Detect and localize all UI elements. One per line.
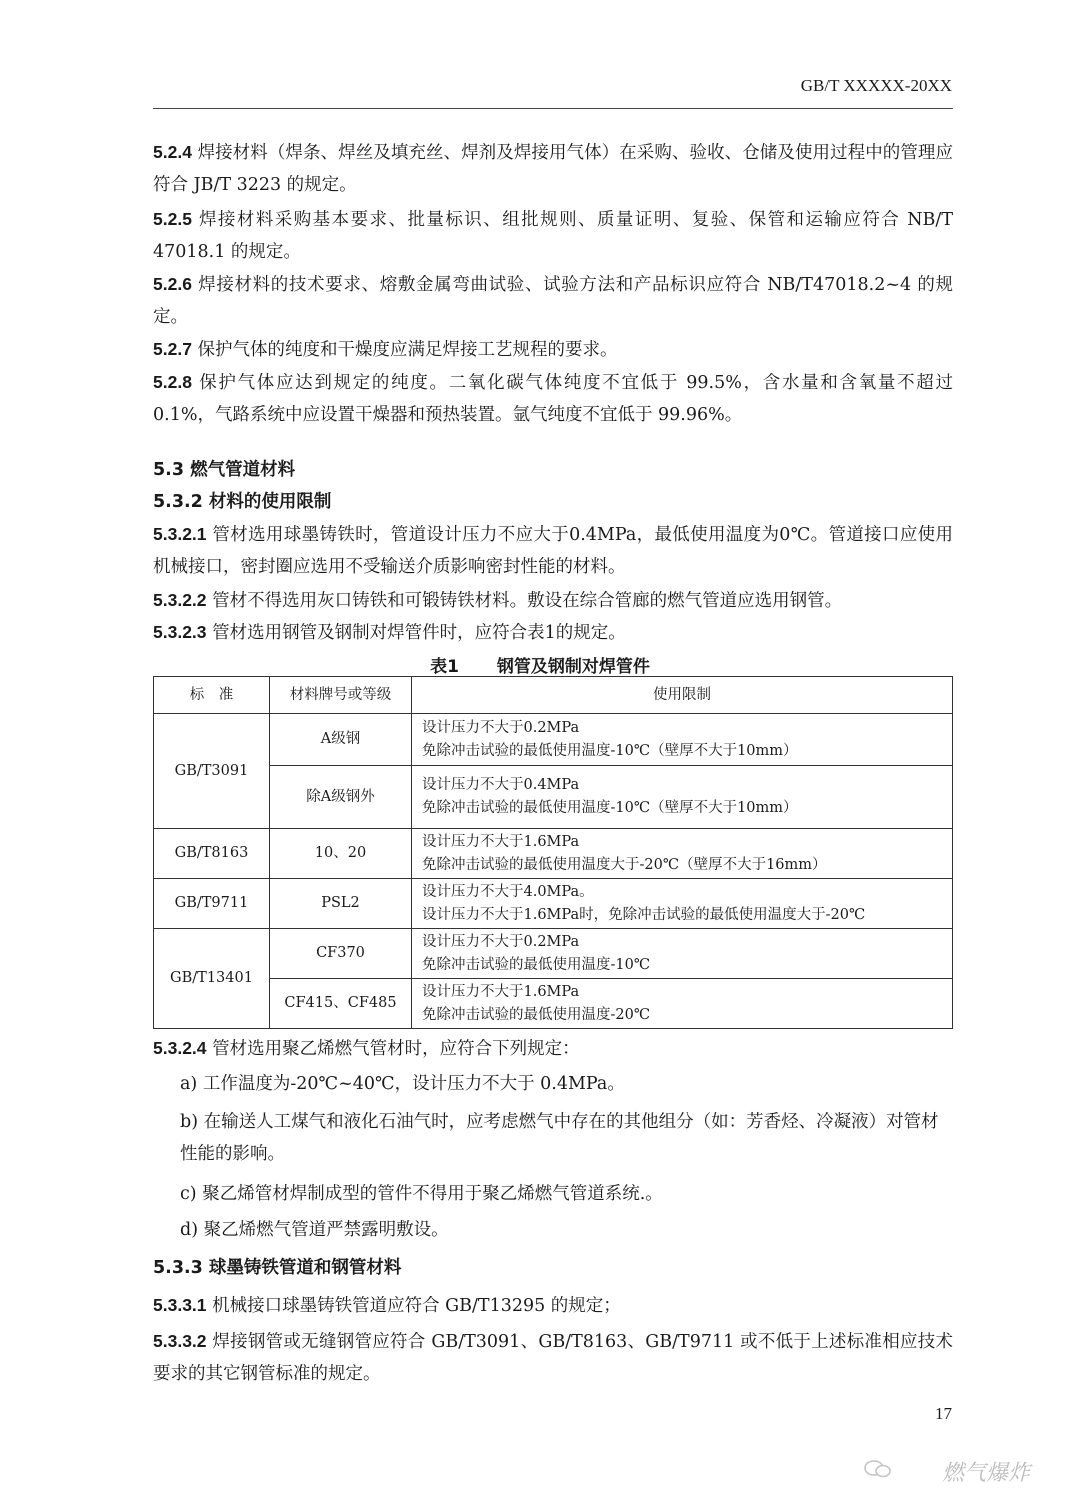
table-row — [154, 714, 953, 766]
limits-cell — [412, 929, 953, 979]
clause-text: 焊接材料采购基本要求、批量标识、组批规则、质量证明、复验、保管和运输应符合 NB/T 47018.1 的规定。 — [153, 210, 953, 262]
wechat-icon — [864, 1460, 892, 1478]
limits-cell — [412, 979, 953, 1029]
grade-cell: 除A级钢外 — [270, 766, 412, 829]
clause-5-2-8 — [153, 366, 953, 431]
limits-cell — [412, 829, 953, 879]
clause-text: 保护气体应达到规定的纯度。二氧化碳气体纯度不宜低于 99.5%，含水量和含氧量不超过 0.1%，气路系统中应设置干燥器和预热装置。氩气纯度不宜低于 99.96%。 — [153, 373, 953, 425]
table-title: 钢管及钢制对焊管件 — [496, 657, 650, 677]
table-caption — [0, 652, 1080, 677]
section-heading-5-3-2: 5.3.2 材料的使用限制 — [153, 492, 332, 512]
clause-number: 5.3.3.2 — [153, 1331, 207, 1351]
grade-cell: CF415、CF485 — [270, 979, 412, 1029]
list-item: d) 聚乙烯燃气管道严禁露明敷设。 — [180, 1220, 449, 1240]
limit-line: 免除冲击试验的最低使用温度-10℃（壁厚不大于10mm） — [422, 742, 798, 759]
clause-number: 5.2.7 — [153, 339, 192, 359]
limit-line: 设计压力不大于0.4MPa — [422, 777, 580, 793]
limit-line: 设计压力不大于1.6MPa时，免除冲击试验的最低使用温度大于-20℃ — [422, 906, 866, 923]
table-row — [154, 979, 953, 1029]
table-row — [154, 879, 953, 929]
table-row — [154, 829, 953, 879]
clause-5-3-2-3 — [153, 616, 953, 649]
limits-cell — [412, 879, 953, 929]
table-header-row — [154, 677, 953, 714]
grade-cell: CF370 — [270, 929, 412, 979]
standard-cell: GB/T9711 — [154, 879, 270, 929]
clause-number: 5.3.2.4 — [153, 1038, 207, 1058]
grade-cell: PSL2 — [270, 879, 412, 929]
list-item: b) 在输送人工煤气和液化石油气时，应考虑燃气中存在的其他组分（如：芳香烃、冷凝液）对管材性能的影响。 — [180, 1112, 939, 1164]
clause-number: 5.2.6 — [153, 274, 192, 294]
clause-5-2-4 — [153, 136, 953, 201]
table-number: 表1 — [430, 657, 459, 677]
limit-line: 设计压力不大于1.6MPa — [422, 983, 580, 1000]
clause-5-2-6 — [153, 268, 953, 333]
header-limits: 使用限制 — [412, 677, 953, 714]
limit-line: 设计压力不大于4.0MPa。 — [422, 883, 594, 900]
table-row — [154, 766, 953, 829]
clause-5-3-2-2 — [153, 584, 953, 617]
clause-5-3-2-1 — [153, 518, 953, 583]
clause-text: 管材选用聚乙烯燃气管材时，应符合下列规定： — [206, 1039, 580, 1059]
limit-line: 免除冲击试验的最低使用温度-10℃（壁厚不大于10mm） — [422, 800, 798, 816]
clause-5-2-7 — [153, 333, 953, 366]
grade-cell: A级钢 — [270, 714, 412, 766]
header-standard: 标 准 — [154, 677, 270, 714]
clause-number: 5.2.8 — [153, 372, 192, 392]
clause-number: 5.3.2.1 — [153, 524, 207, 544]
clause-number: 5.2.4 — [153, 142, 192, 162]
clause-5-3-3-2 — [153, 1325, 953, 1390]
limits-cell — [412, 766, 953, 829]
clause-text: 管材选用球墨铸铁时，管道设计压力不应大于0.4MPa，最低使用温度为0℃。管道接口应使用机械接口，密封圈应选用不受输送介质影响密封性能的材料。 — [153, 525, 953, 577]
clause-5-3-3-1 — [153, 1289, 953, 1322]
clause-text: 管材选用钢管及钢制对焊管件时，应符合表1的规定。 — [206, 623, 626, 643]
grade-cell: 10、20 — [270, 829, 412, 879]
standard-cell: GB/T13401 — [154, 929, 270, 1029]
document-code-header: GB/T XXXXX-20XX — [800, 76, 952, 95]
limit-line: 设计压力不大于1.6MPa — [422, 833, 580, 850]
limit-line: 设计压力不大于0.2MPa — [422, 719, 580, 736]
limit-line: 免除冲击试验的最低使用温度-20℃ — [422, 1006, 651, 1023]
clause-5-2-5 — [153, 203, 953, 268]
table-row — [154, 929, 953, 979]
clause-text: 焊接材料（焊条、焊丝及填充丝、焊剂及焊接用气体）在采购、验收、仓储及使用过程中的管理应符合 JB/T 3223 的规定。 — [153, 143, 953, 195]
clause-text: 管材不得选用灰口铸铁和可锻铸铁材料。敷设在综合管廊的燃气管道应选用钢管。 — [206, 591, 843, 611]
clause-number: 5.3.3.1 — [153, 1295, 207, 1315]
limit-line: 免除冲击试验的最低使用温度大于-20℃（壁厚不大于16mm） — [422, 856, 827, 873]
steel-pipe-table — [153, 676, 953, 1029]
clause-text: 焊接钢管或无缝钢管应符合 GB/T3091、GB/T8163、GB/T9711 或不低于上述标准相应技术要求的其它钢管标准的规定。 — [153, 1332, 953, 1384]
clause-number: 5.3.2.3 — [153, 622, 207, 642]
clause-text: 机械接口球墨铸铁管道应符合 GB/T13295 的规定； — [206, 1296, 621, 1316]
list-item: c) 聚乙烯管材焊制成型的管件不得用于聚乙烯燃气管道系统.。 — [180, 1184, 663, 1204]
section-heading-5-3-3: 5.3.3 球墨铸铁管道和钢管材料 — [153, 1258, 402, 1278]
standard-cell: GB/T8163 — [154, 829, 270, 879]
header-rule — [153, 108, 953, 109]
clause-number: 5.3.2.2 — [153, 590, 207, 610]
clause-5-3-2-4 — [153, 1032, 953, 1065]
clause-text: 焊接材料的技术要求、熔敷金属弯曲试验、试验方法和产品标识应符合 NB/T47018.2~4 的规定。 — [153, 275, 953, 327]
clause-number: 5.2.5 — [153, 209, 192, 229]
limits-cell — [412, 714, 953, 766]
clause-text: 保护气体的纯度和干燥度应满足焊接工艺规程的要求。 — [191, 340, 618, 360]
limit-line: 设计压力不大于0.2MPa — [422, 933, 580, 950]
page-number: 17 — [935, 1404, 952, 1423]
standard-cell: GB/T3091 — [154, 714, 270, 829]
list-item: a) 工作温度为-20℃~40℃，设计压力不大于 0.4MPa。 — [180, 1074, 625, 1094]
limit-line: 免除冲击试验的最低使用温度-10℃ — [422, 956, 651, 973]
watermark: 燃气爆炸 — [941, 1461, 1030, 1486]
section-heading-5-3: 5.3 燃气管道材料 — [153, 460, 296, 480]
header-grade: 材料牌号或等级 — [270, 677, 412, 714]
